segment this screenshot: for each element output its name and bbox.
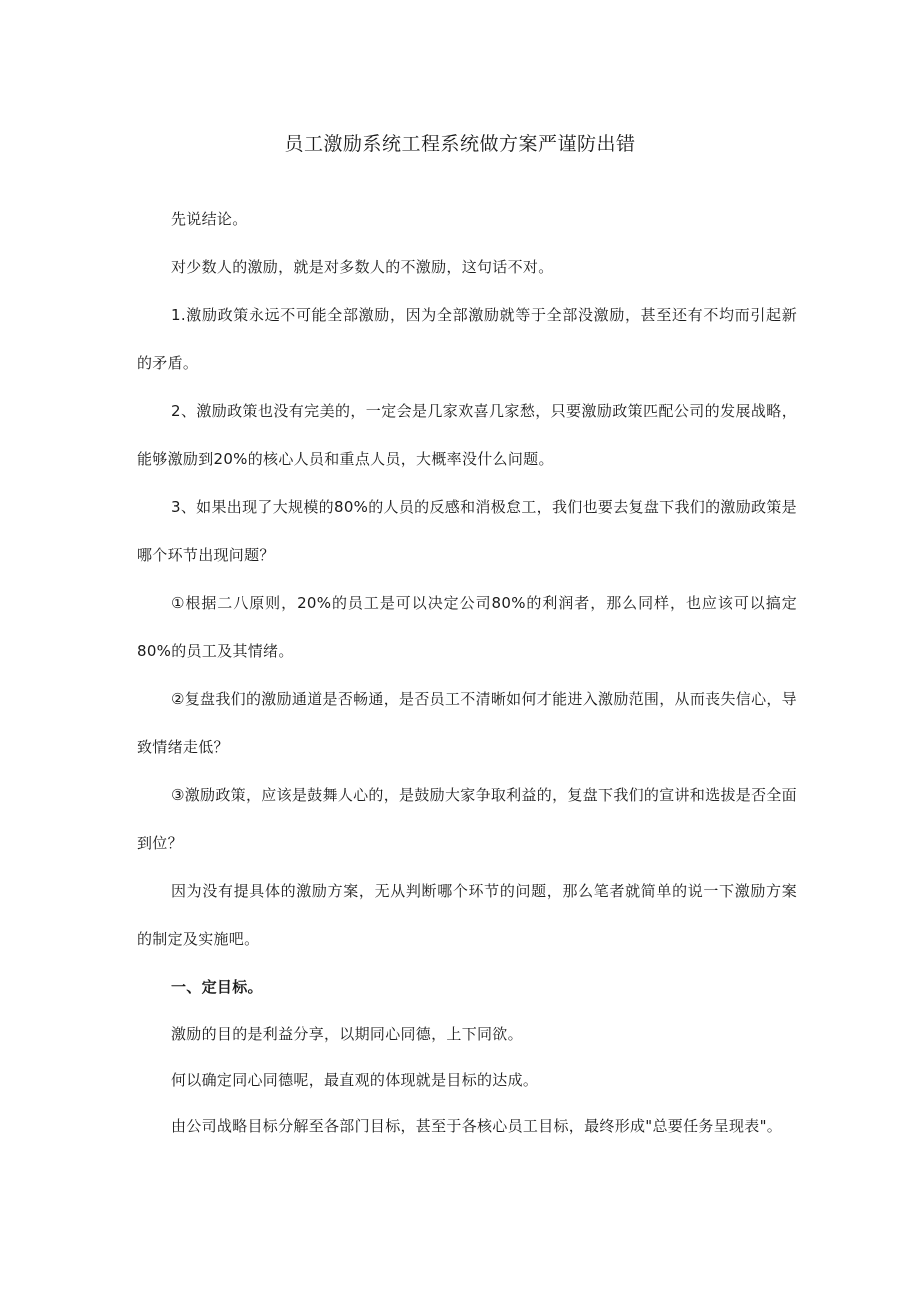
paragraph-sub-3: ③激励政策，应该是鼓舞人心的，是鼓励大家争取利益的，复盘下我们的宣讲和选拔是否全面到位？: [137, 786, 797, 852]
document-title: 员工激励系统工程系统做方案严谨防出错: [284, 133, 636, 155]
paragraph-point-3: 3、如果出现了大规模的80%的人员的反感和消极怠工，我们也要去复盘下我们的激励政策是哪个环节出现问题？: [137, 498, 797, 564]
paragraph-goal-breakdown: 由公司战略目标分解至各部门目标，甚至于各核心员工目标，最终形成"总要任务呈现表"。: [171, 1117, 783, 1135]
paragraph-thesis: 对少数人的激励，就是对多数人的不激励，这句话不对。: [171, 258, 554, 276]
section-heading-set-goals: 一、定目标。: [171, 978, 263, 996]
paragraph-point-1: 1.激励政策永远不可能全部激励，因为全部激励就等于全部没激励，甚至还有不均而引起新的矛盾。: [137, 306, 797, 372]
paragraph-goal-purpose: 激励的目的是利益分享，以期同心同德，上下同欲。: [171, 1025, 523, 1043]
paragraph-point-2: 2、激励政策也没有完美的，一定会是几家欢喜几家愁，只要激励政策匹配公司的发展战略，能够激励到20%的核心人员和重点人员，大概率没什么问题。: [137, 402, 797, 468]
paragraph-transition: 因为没有提具体的激励方案，无从判断哪个环节的问题，那么笔者就简单的说一下激励方案的制定及实施吧。: [137, 882, 797, 948]
paragraph-conclusion: 先说结论。: [171, 210, 248, 228]
document-body: [137, 195, 797, 1149]
paragraph-sub-1: ①根据二八原则，20%的员工是可以决定公司80%的利润者，那么同样，也应该可以搞定80%的员工及其情绪。: [137, 594, 797, 660]
paragraph-sub-2: ②复盘我们的激励通道是否畅通，是否员工不清晰如何才能进入激励范围，从而丧失信心，导致情绪走低？: [137, 690, 797, 756]
paragraph-goal-measure: 何以确定同心同德呢，最直观的体现就是目标的达成。: [171, 1071, 539, 1089]
